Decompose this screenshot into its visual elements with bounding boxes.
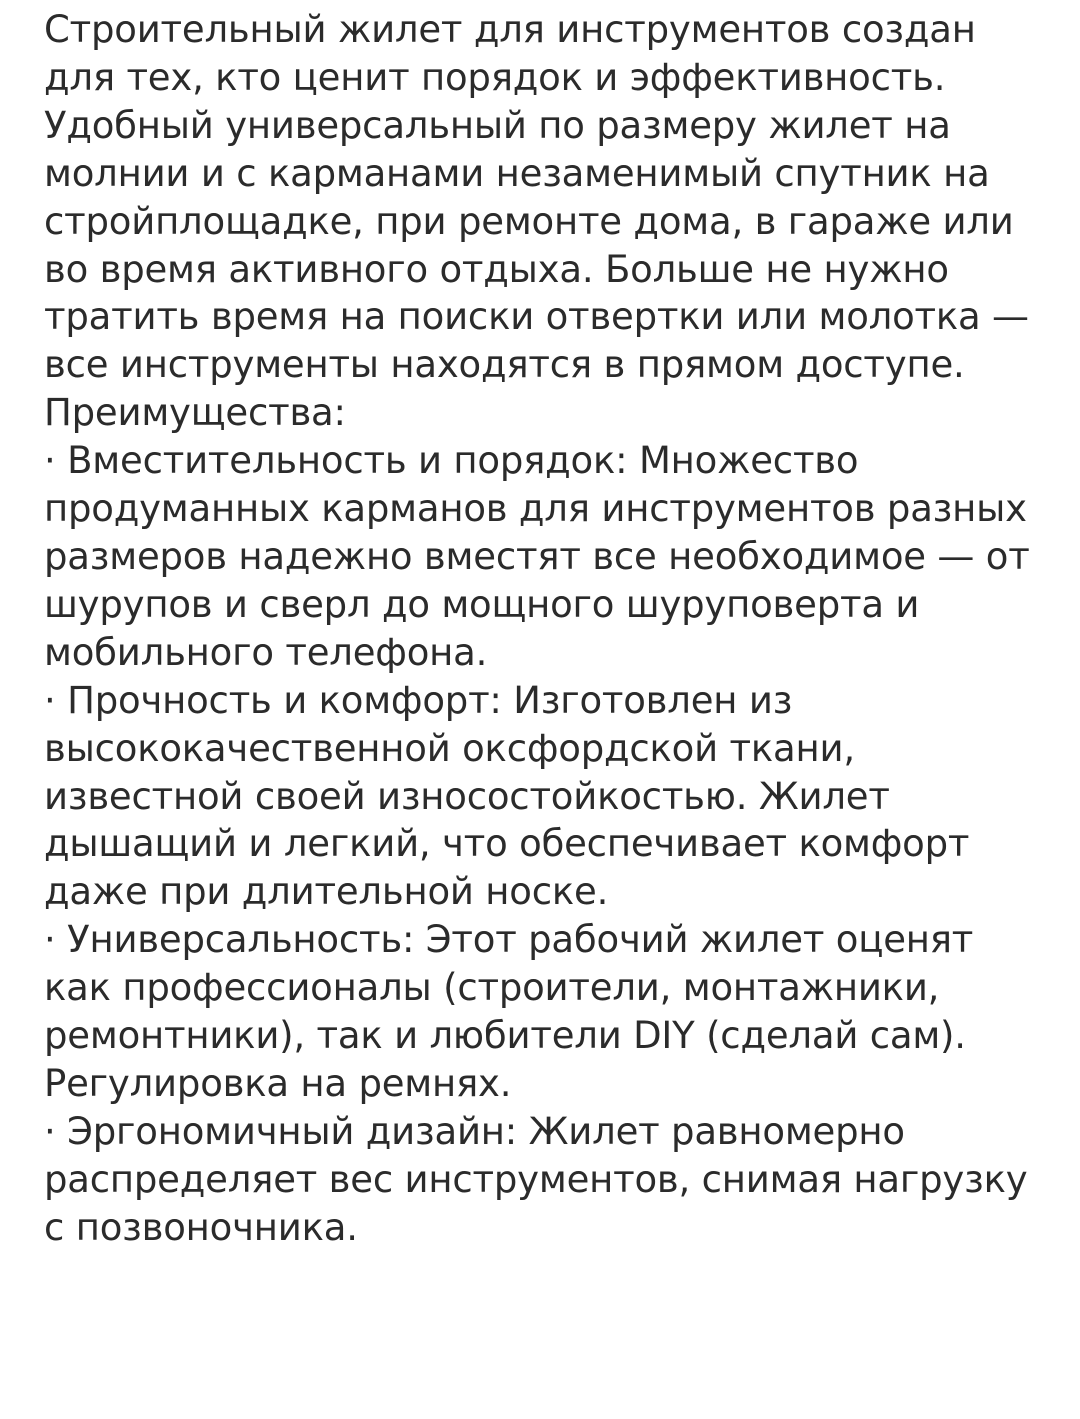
paragraph-capacity-bullet: · Вместительность и порядок: Множество продуманных карманов для инструментов разных размеров надежно вместят все необходимое — от шурупов и сверл до мощного шуруповерта и мобильного телефона.	[44, 439, 1030, 674]
paragraph-ergonomics-bullet: · Эргономичный дизайн: Жилет равномерно распределяет вес инструментов, снимая нагрузку с позвоночника.	[44, 1109, 1028, 1249]
paragraph-durability-bullet: · Прочность и комфорт: Изготовлен из высококачественной оксфордской ткани, известной своей износостойкостью. Жилет дышащий и легкий, что обеспечивает комфорт даже при длительной носке.	[44, 678, 970, 914]
paragraph-intro: Строительный жилет для инструментов создан для тех, кто ценит порядок и эффективность. Удобный универсальный по размеру жилет на молнии и с карманами незаменимый спутник на стройплощадке, при ремонте дома, в гараже или во время активного отдыха. Больше не нужно тратить время на поиски отвертки или молотка — все инструменты находятся в прямом доступе.	[44, 8, 1029, 387]
paragraph-versatility-bullet: · Универсальность: Этот рабочий жилет оценят как профессионалы (строители, монтажники, ремонтники), так и любители DIY (сделай сам). Регулировка на ремнях.	[44, 918, 974, 1105]
paragraph-advantages-heading: Преимущества:	[44, 391, 346, 435]
